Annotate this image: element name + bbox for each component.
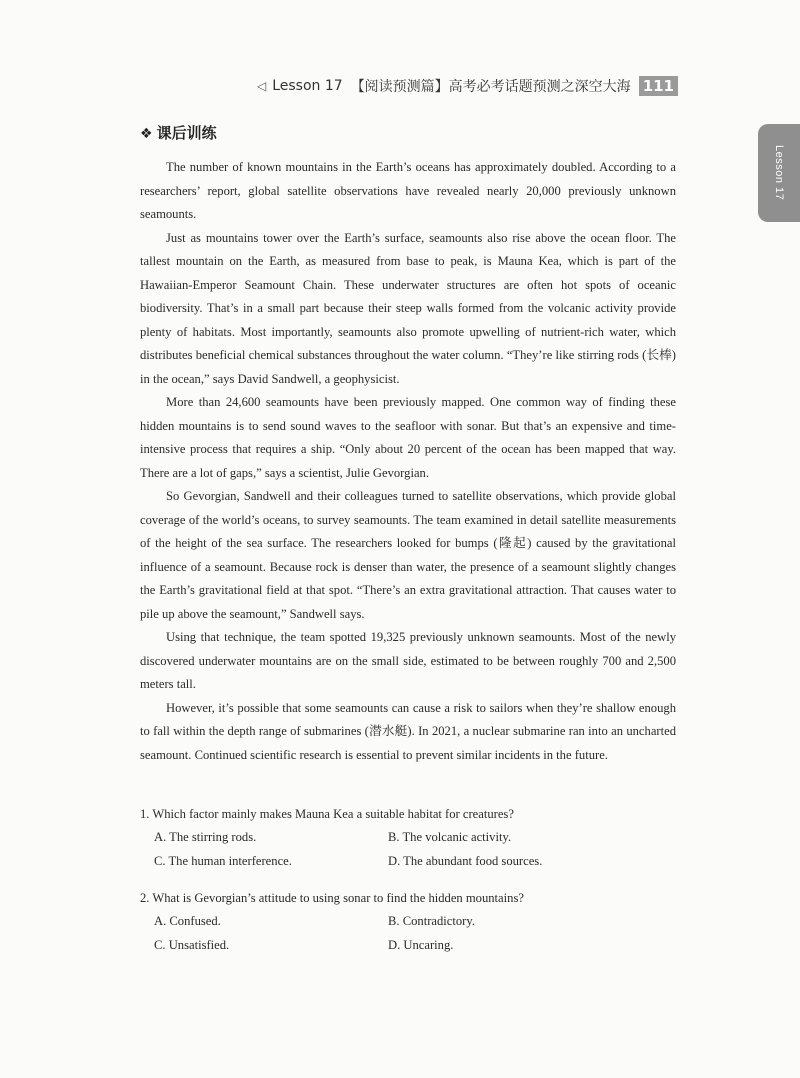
paragraph: Just as mountains tower over the Earth’s surface, seamounts also rise above the ocean floor. The tallest mountain on the Earth, as measured from base to peak, is Mauna Kea, which is part of the Hawaiian-Emperor Seamount Chain. These underwater structures are often hot spots of oceanic biodiversity. That’s in a small part because their steep walls formed from the volcanic activity provide plenty of habitats. Most importantly, seamounts also promote upwelling of nutrient-rich water, which distributes beneficial chemical substances throughout the water column. “They’re like stirring rods (长棒) in the ocean,” says David Sandwell, a geophysicist. bbox=[140, 230, 676, 386]
page-header bbox=[257, 76, 678, 96]
paragraph: More than 24,600 seamounts have been previously mapped. One common way of finding these hidden mountains is to send sound waves to the seafloor with sonar. But that’s an expensive and time-intensive process that requires a ship. “Only about 20 percent of the ocean has been mapped that way. There are a lot of gaps,” says a scientist, Julie Gevorgian. bbox=[140, 395, 676, 480]
diamond-icon: ❖ bbox=[140, 126, 153, 142]
page-number: 111 bbox=[639, 76, 678, 96]
section-title-text: 课后训练 bbox=[156, 124, 217, 142]
question-2 bbox=[140, 887, 680, 957]
option-a: A. The stirring rods. bbox=[154, 830, 257, 844]
paragraph: So Gevorgian, Sandwell and their colleagues turned to satellite observations, which provide global coverage of the world’s oceans, to survey seamounts. The team examined in detail satellite measurements of the height of the sea surface. The researchers looked for bumps (隆起) caused by the gravitational influence of a seamount. Because rock is denser than water, the presence of a seamount slightly changes the Earth’s gravitational field at that spot. “There’s an extra gravitational attraction. That causes water to pile up above the seamount,” Sandwell says. bbox=[140, 489, 676, 621]
question-options bbox=[154, 825, 680, 873]
passage bbox=[140, 156, 676, 767]
paragraph: However, it’s possible that some seamounts can cause a risk to sailors when they’re shallow enough to fall within the depth range of submarines (潜水艇). In 2021, a nuclear submarine ran into an uncharted seamount. Continued scientific research is essential to prevent similar incidents in the future. bbox=[140, 700, 676, 762]
option-b: B. The volcanic activity. bbox=[388, 830, 512, 844]
option-c: C. The human interference. bbox=[154, 854, 292, 868]
paragraph: Using that technique, the team spotted 19,325 previously unknown seamounts. Most of the newly discovered underwater mountains are on the small side, estimated to be between roughly 700 and 2,500 meters tall. bbox=[140, 630, 676, 691]
lesson-label: Lesson 17 bbox=[272, 78, 343, 94]
side-tab-label: Lesson 17 bbox=[773, 145, 785, 201]
option-d: D. The abundant food sources. bbox=[388, 854, 543, 868]
option-b: B. Contradictory. bbox=[388, 914, 475, 928]
option-d: D. Uncaring. bbox=[388, 938, 454, 952]
topic-label: 【阅读预测篇】高考必考话题预测之深空大海 bbox=[350, 79, 631, 95]
questions bbox=[140, 803, 680, 971]
question-options bbox=[154, 909, 680, 957]
paragraph: The number of known mountains in the Earth’s oceans has approximately doubled. According to a researchers’ report, global satellite observations have revealed nearly 20,000 previously unknown seamounts. bbox=[140, 160, 676, 221]
section-title bbox=[140, 122, 217, 143]
option-c: C. Unsatisfied. bbox=[154, 938, 230, 952]
question-1 bbox=[140, 803, 680, 873]
side-tab bbox=[758, 124, 800, 222]
question-stem: 1. Which factor mainly makes Mauna Kea a suitable habitat for creatures? bbox=[140, 807, 514, 821]
triangle-left-icon: ◁ bbox=[256, 79, 267, 93]
option-a: A. Confused. bbox=[154, 914, 221, 928]
question-stem: 2. What is Gevorgian’s attitude to using sonar to find the hidden mountains? bbox=[140, 891, 524, 905]
